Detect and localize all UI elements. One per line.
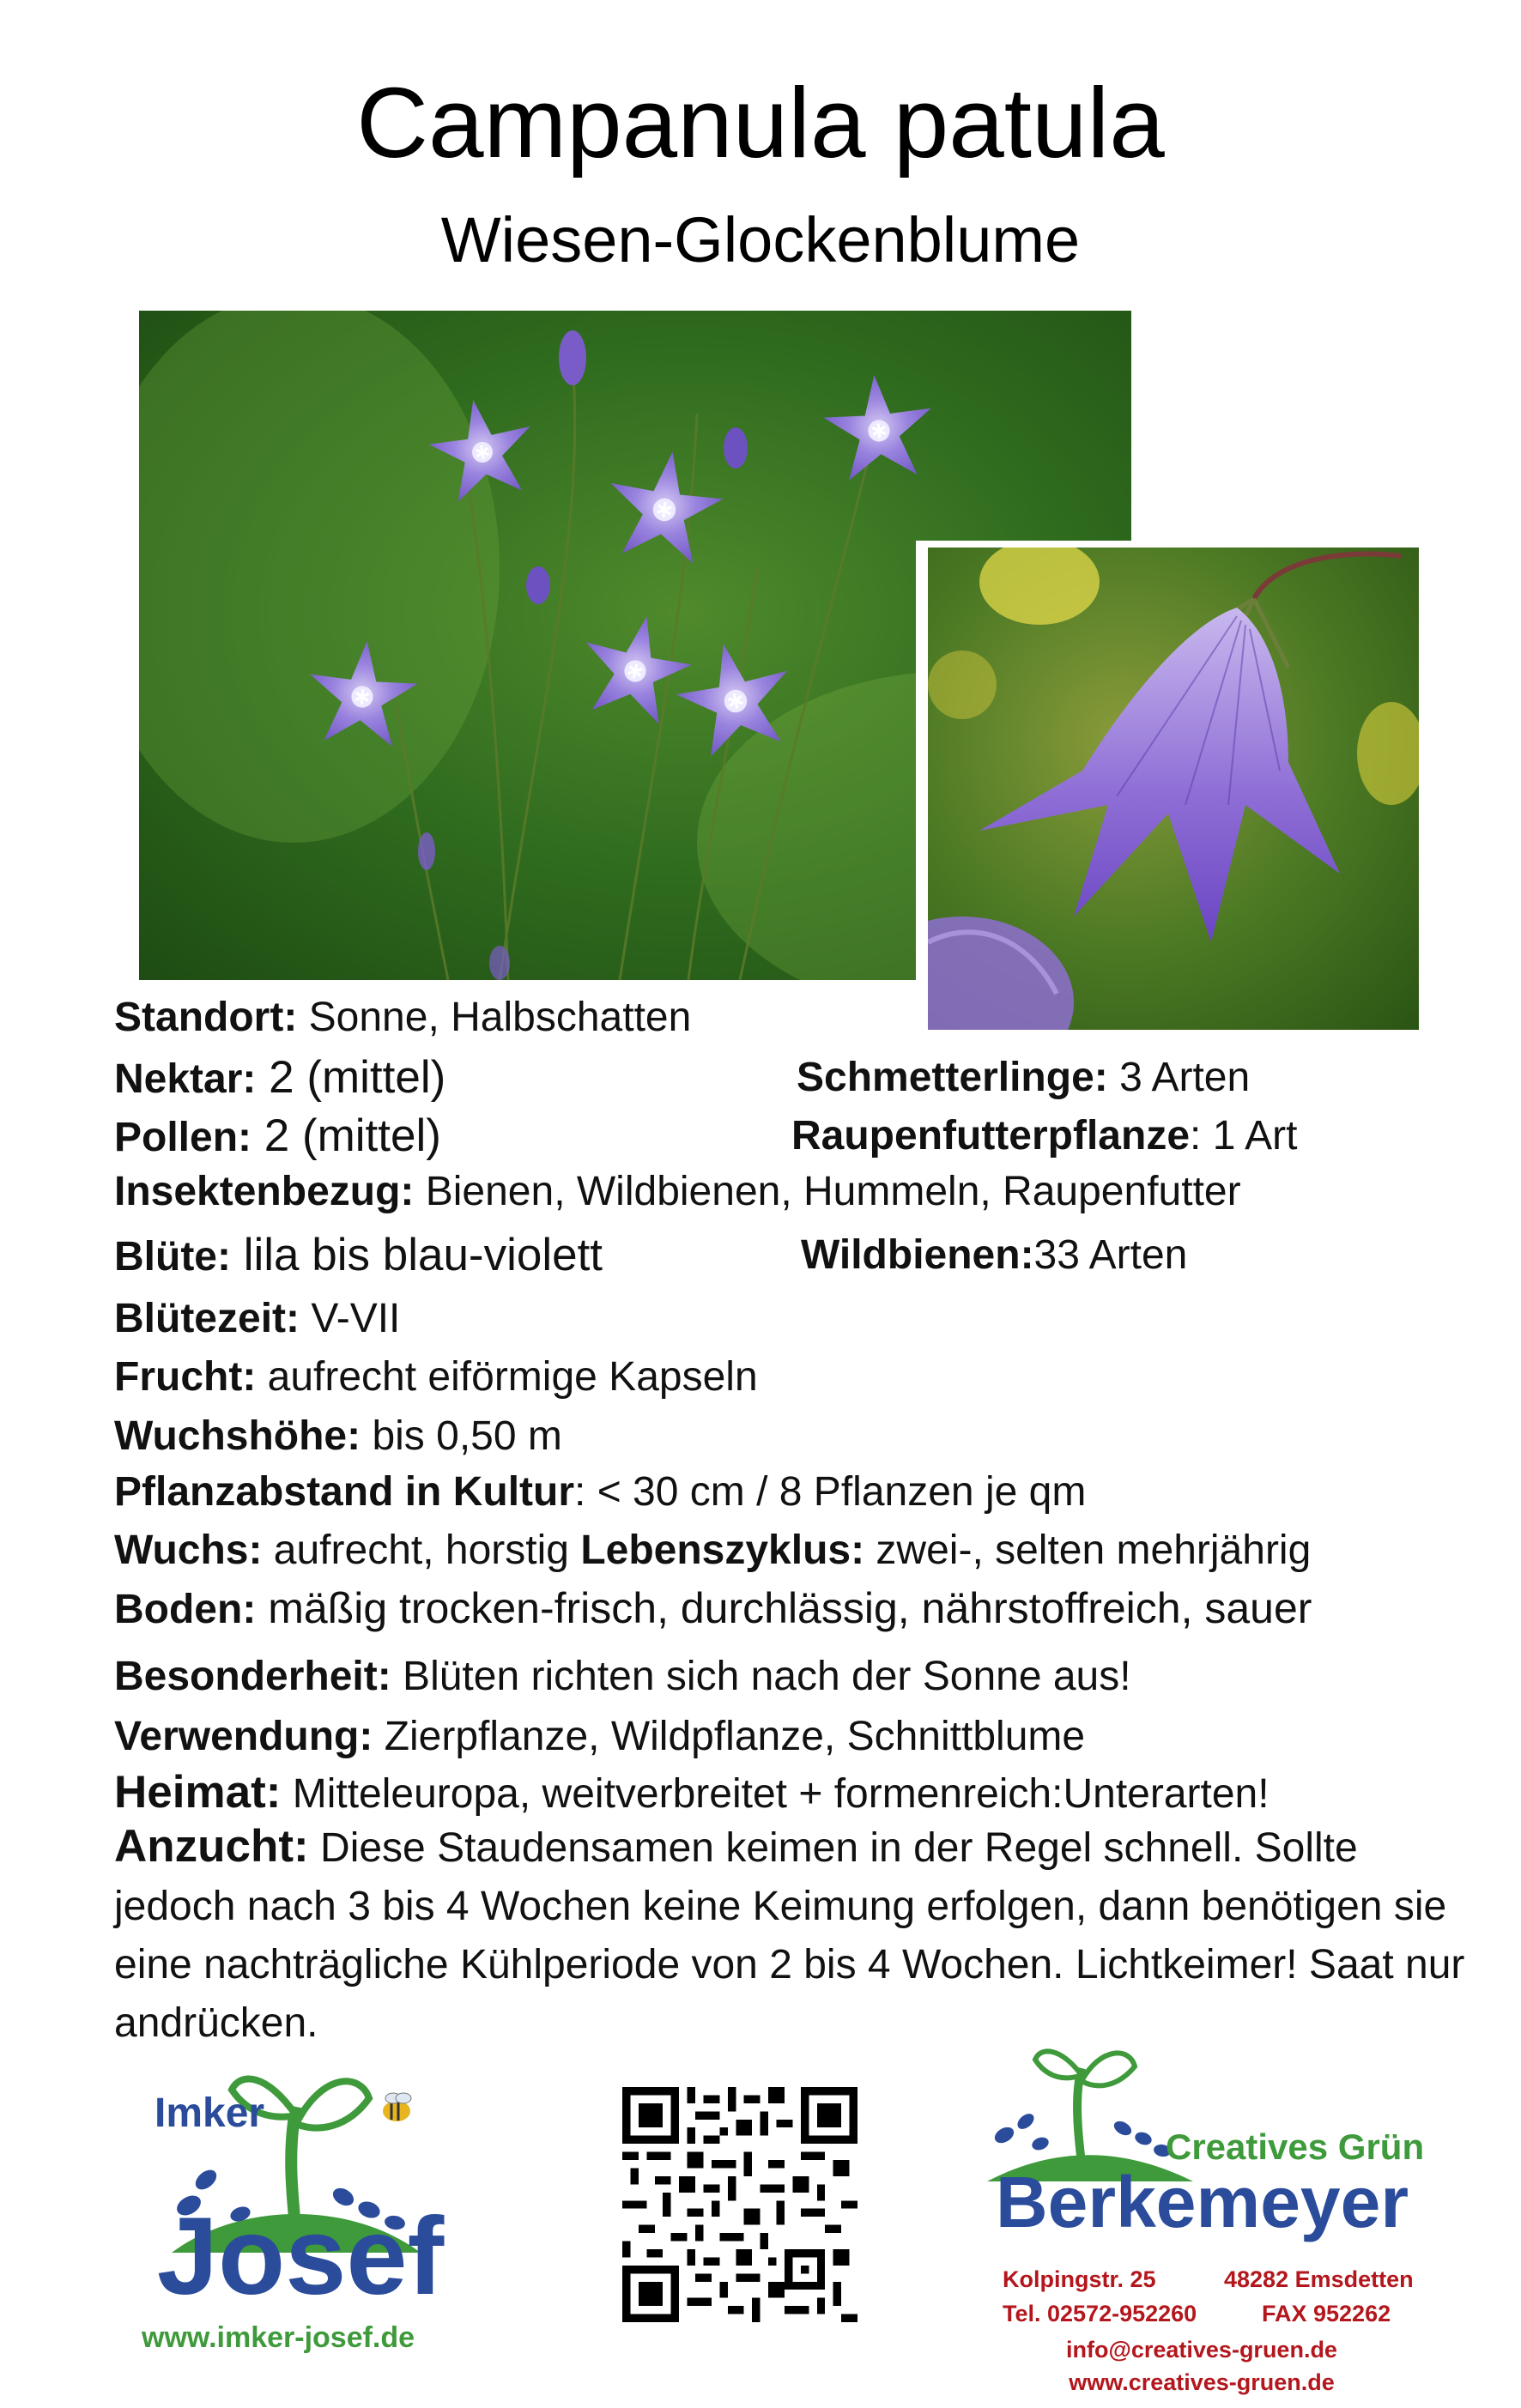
pflanzabstand-value: : < 30 cm / 8 Pflanzen je qm xyxy=(574,1469,1087,1515)
info-wuchs xyxy=(114,1526,1311,1576)
standort-value: Sonne, Halbschatten xyxy=(297,995,692,1040)
info-standort xyxy=(114,993,691,1043)
schmetterlinge-value: 3 Arten xyxy=(1107,1055,1251,1100)
lebenszyklus-value: zwei-, selten mehrjährig xyxy=(864,1528,1312,1573)
info-raupenfutterpflanze xyxy=(791,1111,1297,1161)
phone-number: Tel. 02572-952260 xyxy=(1003,2301,1197,2326)
info-bluetezeit xyxy=(114,1294,400,1344)
bluete-value: lila bis blau-violett xyxy=(230,1230,603,1280)
insektenbezug-label: Insektenbezug: xyxy=(114,1169,415,1214)
page-subtitle: Wiesen-Glockenblume xyxy=(440,204,1081,275)
info-insektenbezug xyxy=(114,1167,1241,1217)
frucht-label: Frucht: xyxy=(114,1354,257,1400)
info-wildbienen xyxy=(801,1231,1187,1280)
schmetterlinge-label: Schmetterlinge: xyxy=(797,1055,1108,1100)
info-bluete xyxy=(114,1231,603,1282)
verwendung-label: Verwendung: xyxy=(114,1714,373,1759)
imker-url: www.imker-josef.de xyxy=(142,2321,415,2354)
raupenfutter-value: : 1 Art xyxy=(1190,1113,1298,1159)
address-city: 48282 Emsdetten xyxy=(1224,2266,1414,2292)
anzucht-value: Diese Staudensamen keimen in der Regel schnell. Sollte jedoch nach 3 bis 4 Wochen keine Keimung erfolgen, dann benötigen sie eine nachträgliche Kühlperiode von 2 bis 4 Wochen. Lichtkeimer! Saat nur andrücken. xyxy=(114,1825,1465,2046)
qr-code-graphic xyxy=(622,2087,857,2322)
info-pflanzabstand xyxy=(114,1467,1086,1517)
imker-small-text: Imker xyxy=(155,2090,265,2136)
pollen-label: Pollen: xyxy=(114,1115,252,1160)
page-title: Campanula patula xyxy=(356,67,1165,178)
nektar-value: 2 (mittel) xyxy=(256,1052,446,1103)
info-boden xyxy=(114,1583,1312,1635)
wuchs-label: Wuchs: xyxy=(114,1528,263,1573)
bluete-label: Blüte: xyxy=(114,1234,231,1280)
anzucht-label: Anzucht: xyxy=(114,1821,309,1872)
bee-icon xyxy=(383,2093,411,2121)
wuchshoehe-label: Wuchshöhe: xyxy=(114,1413,361,1459)
standort-label: Standort: xyxy=(114,995,298,1040)
pflanzabstand-label: Pflanzabstand in Kultur xyxy=(114,1469,575,1515)
address-street: Kolpingstr. 25 xyxy=(1003,2266,1156,2292)
josef-big-text: Josef xyxy=(156,2195,445,2318)
info-besonderheit xyxy=(114,1652,1131,1702)
lebenszyklus-label: Lebenszyklus: xyxy=(580,1528,865,1573)
bluetezeit-label: Blütezeit: xyxy=(114,1296,300,1341)
imker-josef-logo xyxy=(112,2038,481,2369)
raupenfutter-label: Raupenfutterpflanze xyxy=(791,1113,1191,1159)
bluetezeit-value: V-VII xyxy=(300,1296,401,1341)
besonderheit-label: Besonderheit: xyxy=(114,1654,391,1699)
frucht-value: aufrecht eiförmige Kapseln xyxy=(256,1354,758,1400)
info-nektar xyxy=(114,1053,445,1104)
flower-closeup-illustration xyxy=(928,548,1419,1030)
heimat-label: Heimat: xyxy=(114,1767,282,1818)
heimat-value: Mitteleuropa, weitverbreitet + formenreich:Unterarten! xyxy=(281,1771,1270,1817)
wildbienen-label: Wildbienen: xyxy=(801,1232,1034,1278)
info-wuchshoehe xyxy=(114,1412,562,1461)
pollen-value: 2 (mittel) xyxy=(251,1110,441,1161)
creatives-gruen-logo xyxy=(979,2042,1425,2257)
info-pollen xyxy=(114,1111,441,1163)
besonderheit-value: Blüten richten sich nach der Sonne aus! xyxy=(391,1654,1131,1699)
info-verwendung xyxy=(114,1712,1085,1762)
wuchshoehe-value: bis 0,50 m xyxy=(361,1413,562,1459)
info-schmetterlinge xyxy=(797,1053,1250,1103)
email-address[interactable]: info@creatives-gruen.de xyxy=(1066,2337,1337,2363)
insektenbezug-value: Bienen, Wildbienen, Hummeln, Raupenfutter xyxy=(414,1169,1241,1214)
wildbienen-value: 33 Arten xyxy=(1033,1232,1188,1278)
info-frucht xyxy=(114,1352,758,1402)
info-anzucht xyxy=(114,1818,1488,2053)
photo-campanula-closeup xyxy=(916,541,1431,1037)
brand-creatives-gruen: Creatives Grün xyxy=(1166,2127,1425,2167)
boden-value: mäßig trocken-frisch, durchlässig, nährstoffreich, sauer xyxy=(256,1584,1312,1632)
qr-code[interactable] xyxy=(622,2087,857,2322)
website-url[interactable]: www.creatives-gruen.de xyxy=(1069,2369,1335,2395)
fax-number: FAX 952262 xyxy=(1262,2301,1391,2326)
info-heimat xyxy=(114,1768,1270,1819)
wuchs-value: aufrecht, horstig xyxy=(262,1528,581,1573)
nektar-label: Nektar: xyxy=(114,1056,257,1102)
boden-label: Boden: xyxy=(114,1587,257,1632)
brand-berkemeyer: Berkemeyer xyxy=(996,2162,1409,2242)
verwendung-value: Zierpflanze, Wildpflanze, Schnittblume xyxy=(373,1714,1086,1759)
